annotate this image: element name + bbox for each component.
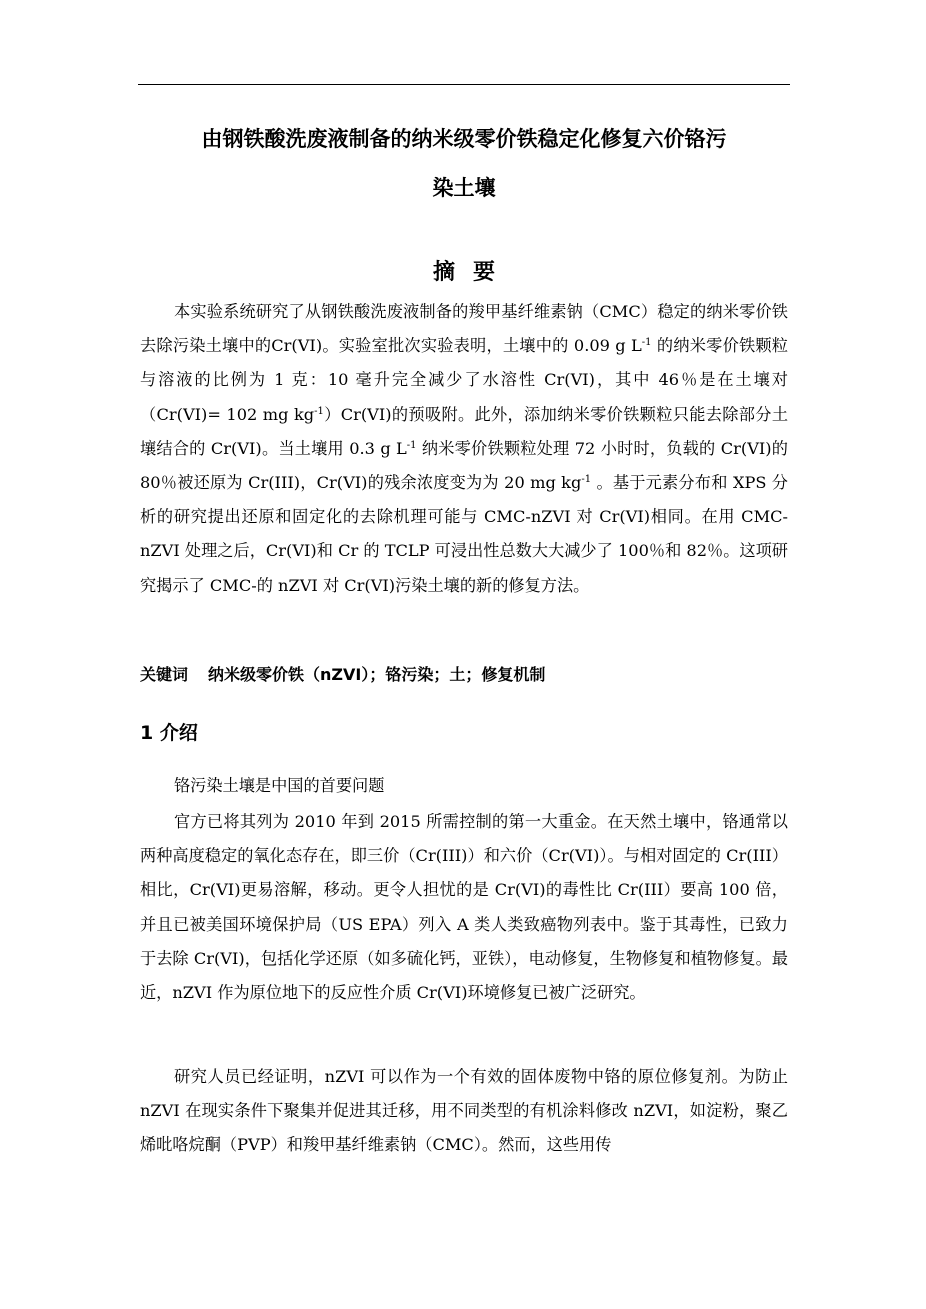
header-rule	[138, 84, 790, 85]
intro-paragraph-1: 铬污染土壤是中国的首要问题	[174, 776, 385, 795]
keywords	[140, 662, 545, 685]
abstract-sup-d: -1	[581, 474, 592, 486]
abstract-body	[140, 295, 788, 603]
section-heading-introduction: 1 介绍	[140, 722, 198, 744]
abstract-sup-a: -1	[641, 337, 652, 349]
abstract-heading: 摘要	[432, 260, 513, 285]
intro-paragraph-2: 官方已将其列为 2010 年到 2015 所需控制的第一大重金。在天然土壤中，铬通常以两种高度稳定的氧化态存在，即三价（Cr(III)）和六价（Cr(VI)）。与相对固定的 Cr(III）相比，Cr(VI)更易溶解，移动。更令人担忧的是 Cr(VI)的毒性比 Cr(III）要高 100 倍，并且已被美国环境保护局（US EPA）列入 A 类人类致癌物列表中。鉴于其毒性，已致力于去除 Cr(VI)，包括化学还原（如多硫化钙，亚铁），电动修复，生物修复和植物修复。最近，nZVI 作为原位地下的反应性介质 Cr(VI)环境修复已被广泛研究。	[140, 812, 788, 1003]
abstract-text-c: ）Cr(VI)的预吸附。此外，添加纳米零价铁颗粒只能去除部分土壤结合的 Cr(VI)。当土壤用 0.3 g L	[140, 404, 789, 458]
keywords-text: 纳米级零价铁（nZVI）；铬污染；土；修复机制	[208, 665, 546, 684]
paper-title-line-1: 由钢铁酸洗废液制备的纳米级零价铁稳定化修复六价铬污	[201, 127, 727, 151]
keywords-label: 关键词	[140, 665, 189, 684]
abstract-text-a: 本实验系统研究了从钢铁酸洗废液制备的羧甲基纤维素钠（CMC）稳定的纳米零价铁去除污染土壤中的Cr(VI)。实验室批次实验表明，土壤中的 0.09 g L	[140, 302, 788, 356]
abstract-sup-c: -1	[406, 439, 417, 451]
abstract-text-e: 。基于元素分布和 XPS 分析的研究提出还原和固定化的去除机理可能与 CMC-nZVI 对 Cr(VI)相同。在用 CMC-nZVI 处理之后，Cr(VI)和 Cr 的 TCLP 可浸出性总数大大减少了 100％和 82％。这项研究揭示了 CMC-的 nZVI 对 Cr(VI)污染土壤的新的修复方法。	[140, 473, 788, 595]
intro-paragraph-3: 研究人员已经证明，nZVI 可以作为一个有效的固体废物中铬的原位修复剂。为防止 nZVI 在现实条件下聚集并促进其迁移，用不同类型的有机涂料修改 nZVI，如淀粉，聚乙烯吡咯烷酮（PVP）和羧甲基纤维素钠（CMC）。然而，这些用传	[140, 1067, 788, 1155]
paper-title-line-2: 染土壤	[432, 176, 496, 200]
abstract-text-b: 的纳米零价铁颗粒与溶液的比例为 1 克：10 毫升完全减少了水溶性 Cr(VI)，其中 46％是在土壤对（Cr(VI)= 102 mg kg	[140, 336, 788, 424]
abstract-text-d: 纳米零价铁颗粒处理 72 小时时，负载的 Cr(VI)的 80％被还原为 Cr(III)，Cr(VI)的残余浓度变为为 20 mg kg	[140, 438, 788, 493]
abstract-sup-b: -1	[314, 405, 324, 417]
